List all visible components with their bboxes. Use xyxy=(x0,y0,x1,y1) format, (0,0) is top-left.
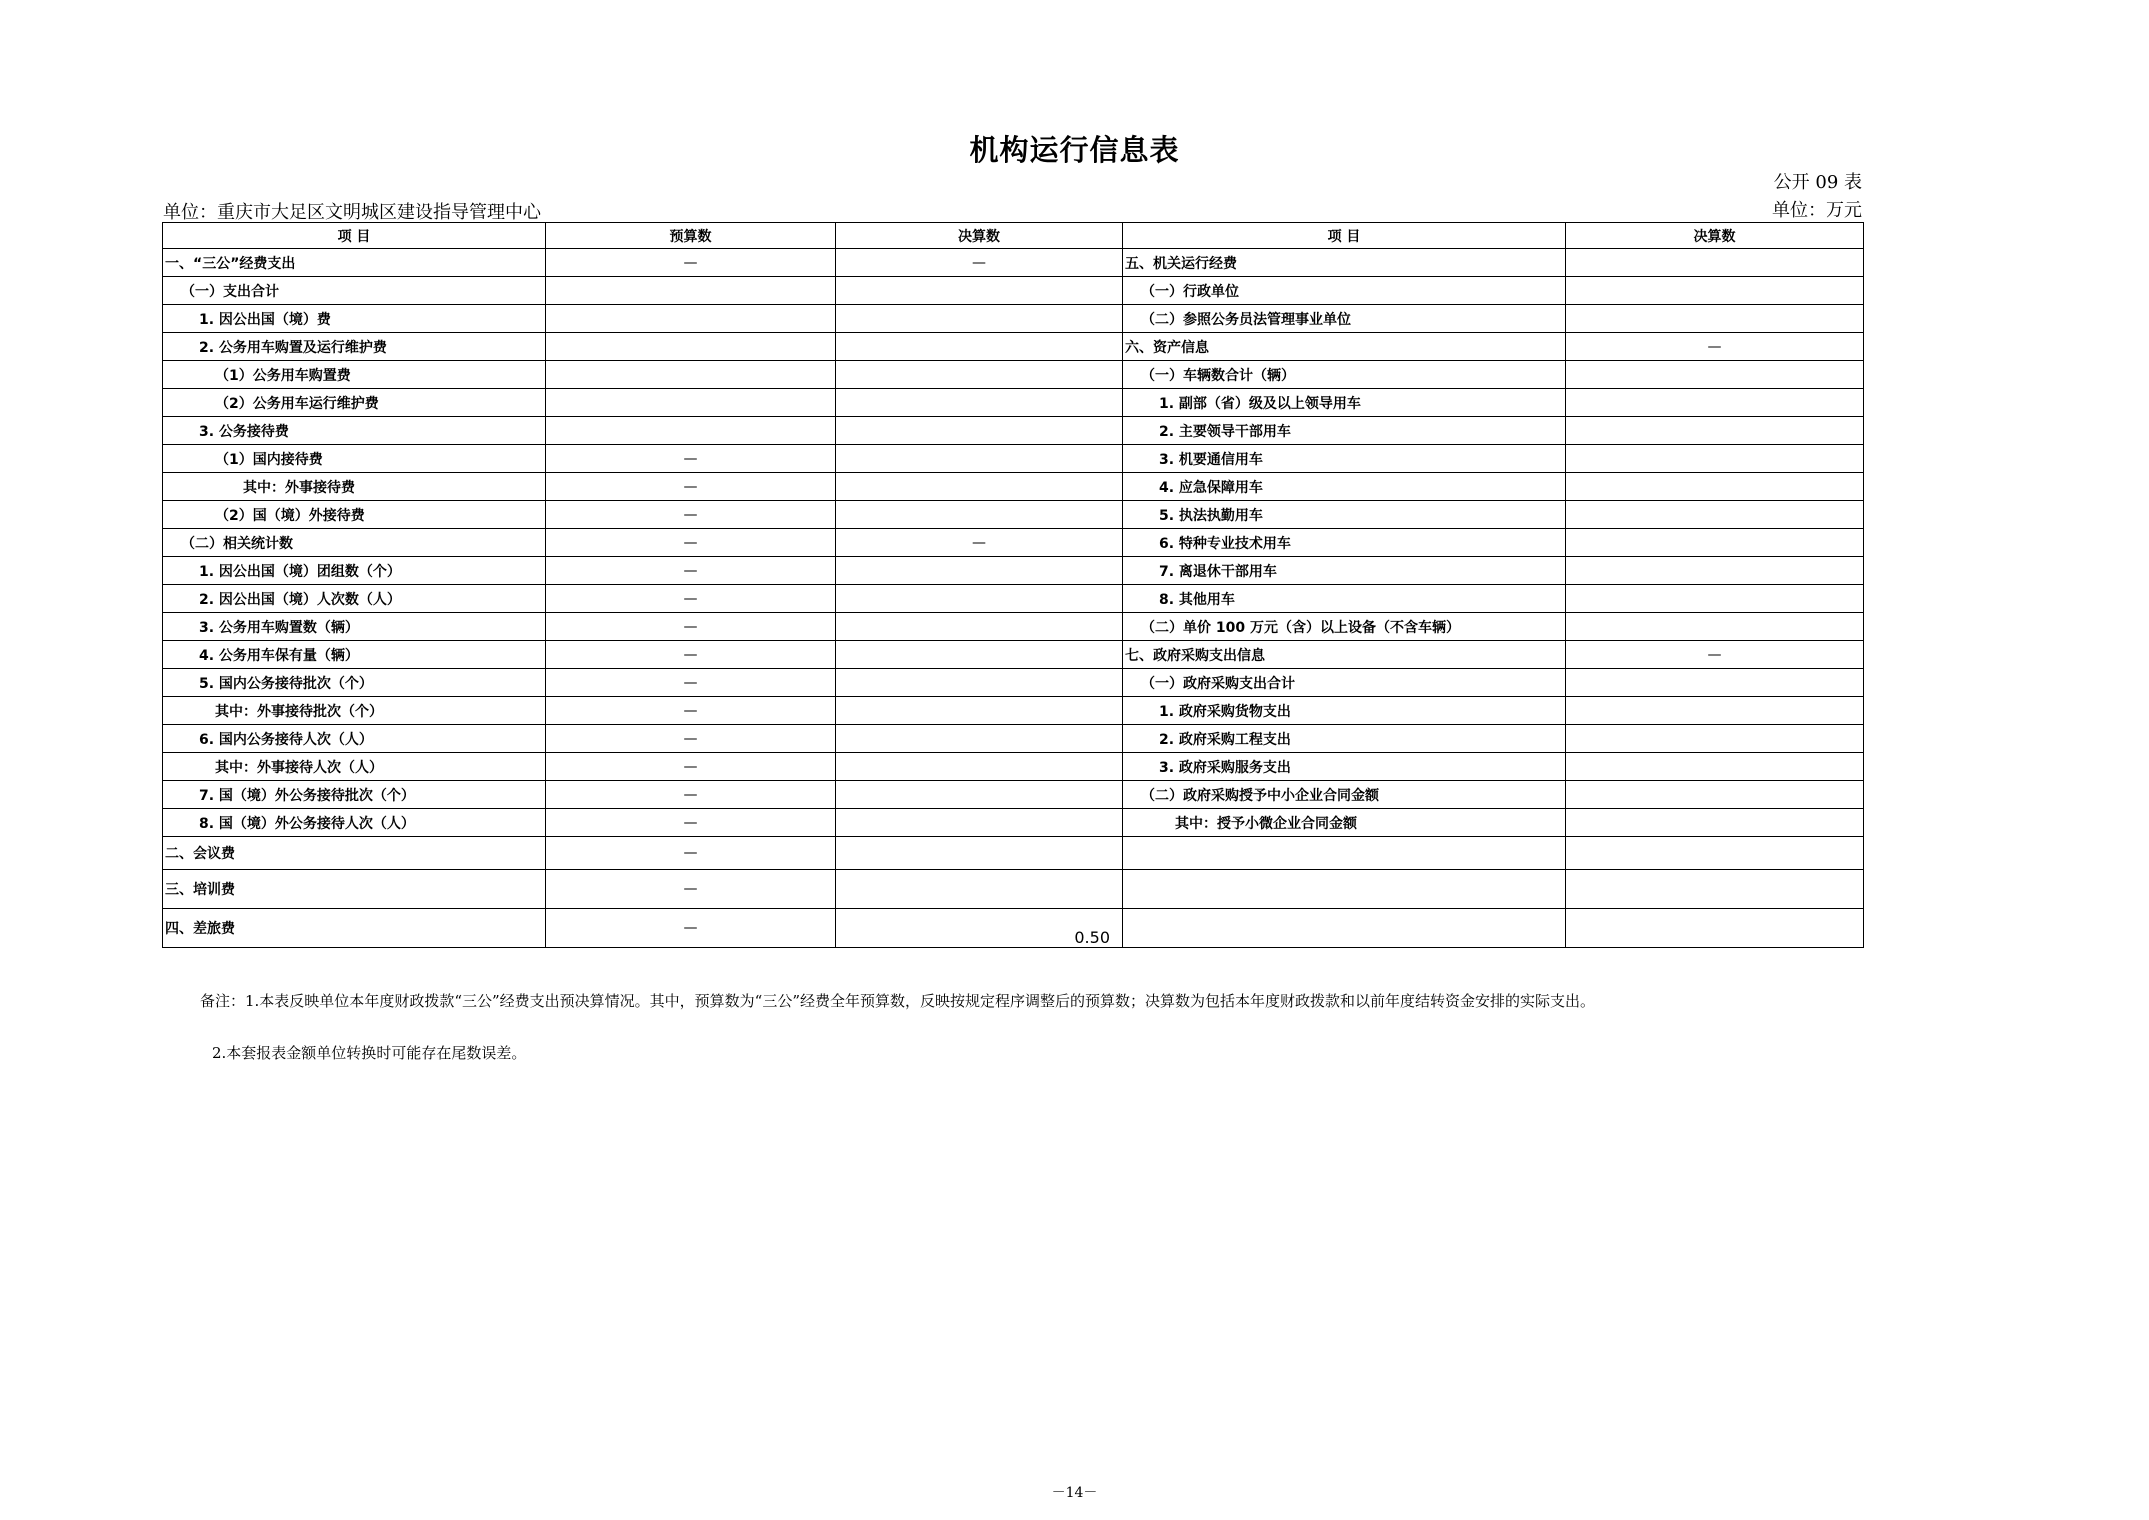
table-row xyxy=(163,753,1864,781)
left-item-cell: 二、会议费 xyxy=(163,837,546,870)
final-cell xyxy=(836,361,1123,389)
left-item-cell: 3. 公务用车购置数（辆） xyxy=(163,613,546,641)
left-item-cell: 1. 因公出国（境）团组数（个） xyxy=(163,557,546,585)
left-item-cell: 其中：外事接待批次（个） xyxy=(163,697,546,725)
final-cell xyxy=(836,613,1123,641)
final-cell: — xyxy=(836,249,1123,277)
left-item-cell: （2）公务用车运行维护费 xyxy=(163,389,546,417)
budget-cell: — xyxy=(546,697,836,725)
right-final-cell xyxy=(1566,501,1864,529)
final-cell xyxy=(836,641,1123,669)
left-item-cell: 6. 国内公务接待人次（人） xyxy=(163,725,546,753)
table-row xyxy=(163,249,1864,277)
budget-cell: — xyxy=(546,473,836,501)
budget-cell: — xyxy=(546,249,836,277)
right-item-cell: 2. 政府采购工程支出 xyxy=(1123,725,1566,753)
header-final: 决算数 xyxy=(836,223,1123,249)
right-final-cell xyxy=(1566,417,1864,445)
info-table xyxy=(162,222,1864,948)
right-item-cell: 7. 离退休干部用车 xyxy=(1123,557,1566,585)
table-row xyxy=(163,809,1864,837)
table-row xyxy=(163,529,1864,557)
right-final-cell xyxy=(1566,557,1864,585)
budget-cell: — xyxy=(546,613,836,641)
table-row xyxy=(163,417,1864,445)
table-row xyxy=(163,361,1864,389)
final-cell xyxy=(836,697,1123,725)
left-item-cell: （2）国（境）外接待费 xyxy=(163,501,546,529)
page-number: －14－ xyxy=(1051,1485,1098,1501)
left-item-cell: 3. 公务接待费 xyxy=(163,417,546,445)
right-final-cell: — xyxy=(1566,641,1864,669)
right-final-cell xyxy=(1566,613,1864,641)
final-cell xyxy=(836,305,1123,333)
final-cell xyxy=(836,473,1123,501)
table-row xyxy=(163,725,1864,753)
budget-cell: — xyxy=(546,641,836,669)
left-item-cell: 7. 国（境）外公务接待批次（个） xyxy=(163,781,546,809)
right-item-cell: 3. 机要通信用车 xyxy=(1123,445,1566,473)
left-item-cell: （1）公务用车购置费 xyxy=(163,361,546,389)
table-row xyxy=(163,585,1864,613)
table-row xyxy=(163,781,1864,809)
header-item-right: 项 目 xyxy=(1123,223,1566,249)
budget-cell xyxy=(546,333,836,361)
final-cell: 0.50 xyxy=(836,909,1123,948)
right-item-cell: （一）行政单位 xyxy=(1123,277,1566,305)
unit-name: 单位：重庆市大足区文明城区建设指导管理中心 xyxy=(163,202,541,223)
right-item-cell: 2. 主要领导干部用车 xyxy=(1123,417,1566,445)
table-row xyxy=(163,909,1864,948)
right-final-cell xyxy=(1566,305,1864,333)
left-item-cell: （二）相关统计数 xyxy=(163,529,546,557)
final-cell xyxy=(836,501,1123,529)
table-row xyxy=(163,557,1864,585)
left-item-cell: 2. 公务用车购置及运行维护费 xyxy=(163,333,546,361)
right-final-cell xyxy=(1566,809,1864,837)
table-row xyxy=(163,305,1864,333)
final-cell xyxy=(836,417,1123,445)
right-item-cell: （一）政府采购支出合计 xyxy=(1123,669,1566,697)
final-cell xyxy=(836,557,1123,585)
final-cell xyxy=(836,837,1123,870)
budget-cell xyxy=(546,305,836,333)
right-final-cell xyxy=(1566,781,1864,809)
header-budget: 预算数 xyxy=(546,223,836,249)
table-row xyxy=(163,333,1864,361)
budget-cell xyxy=(546,361,836,389)
right-final-cell xyxy=(1566,837,1864,870)
final-cell xyxy=(836,781,1123,809)
left-item-cell: 5. 国内公务接待批次（个） xyxy=(163,669,546,697)
final-cell xyxy=(836,585,1123,613)
final-cell xyxy=(836,669,1123,697)
right-final-cell xyxy=(1566,361,1864,389)
right-final-cell xyxy=(1566,870,1864,909)
right-item-cell xyxy=(1123,870,1566,909)
right-item-cell xyxy=(1123,909,1566,948)
header-final-right: 决算数 xyxy=(1566,223,1864,249)
right-item-cell: 七、政府采购支出信息 xyxy=(1123,641,1566,669)
right-item-cell: （二）单价 100 万元（含）以上设备（不含车辆） xyxy=(1123,613,1566,641)
right-item-cell: （一）车辆数合计（辆） xyxy=(1123,361,1566,389)
final-cell xyxy=(836,277,1123,305)
right-item-cell: （二）政府采购授予中小企业合同金额 xyxy=(1123,781,1566,809)
budget-cell xyxy=(546,277,836,305)
budget-cell: — xyxy=(546,725,836,753)
budget-cell: — xyxy=(546,557,836,585)
left-item-cell: 一、“三公”经费支出 xyxy=(163,249,546,277)
right-final-cell xyxy=(1566,697,1864,725)
budget-cell: — xyxy=(546,837,836,870)
budget-cell: — xyxy=(546,870,836,909)
budget-cell: — xyxy=(546,909,836,948)
final-cell xyxy=(836,725,1123,753)
page-title: 机构运行信息表 xyxy=(969,133,1180,167)
right-item-cell: 1. 副部（省）级及以上领导用车 xyxy=(1123,389,1566,417)
table-row xyxy=(163,501,1864,529)
budget-cell: — xyxy=(546,445,836,473)
budget-cell: — xyxy=(546,501,836,529)
note-1: 备注：1.本表反映单位本年度财政拨款“三公”经费支出预决算情况。其中，预算数为“三公”经费全年预算数，反映按规定程序调整后的预算数；决算数为包括本年度财政拨款和以前年度结转资金安排的实际支出。 xyxy=(200,992,1595,1010)
right-final-cell xyxy=(1566,389,1864,417)
final-cell xyxy=(836,333,1123,361)
table-header-row xyxy=(163,223,1864,249)
left-item-cell: 1. 因公出国（境）费 xyxy=(163,305,546,333)
budget-cell: — xyxy=(546,753,836,781)
budget-cell: — xyxy=(546,529,836,557)
left-item-cell: 三、培训费 xyxy=(163,870,546,909)
right-item-cell xyxy=(1123,837,1566,870)
right-final-cell xyxy=(1566,445,1864,473)
budget-cell: — xyxy=(546,809,836,837)
final-cell xyxy=(836,753,1123,781)
table-row xyxy=(163,697,1864,725)
right-final-cell xyxy=(1566,529,1864,557)
table-body xyxy=(163,249,1864,948)
table-row xyxy=(163,870,1864,909)
table-row xyxy=(163,669,1864,697)
table-row xyxy=(163,613,1864,641)
budget-cell: — xyxy=(546,585,836,613)
right-item-cell: 其中：授予小微企业合同金额 xyxy=(1123,809,1566,837)
left-item-cell: （一）支出合计 xyxy=(163,277,546,305)
form-number: 公开 09 表 xyxy=(1773,172,1862,193)
note-2: 2.本套报表金额单位转换时可能存在尾数误差。 xyxy=(212,1044,527,1062)
left-item-cell: 8. 国（境）外公务接待人次（人） xyxy=(163,809,546,837)
final-cell: — xyxy=(836,529,1123,557)
final-cell xyxy=(836,389,1123,417)
budget-cell xyxy=(546,389,836,417)
right-final-cell: — xyxy=(1566,333,1864,361)
right-item-cell: 五、机关运行经费 xyxy=(1123,249,1566,277)
right-item-cell: 8. 其他用车 xyxy=(1123,585,1566,613)
table-row xyxy=(163,473,1864,501)
final-cell xyxy=(836,445,1123,473)
right-final-cell xyxy=(1566,249,1864,277)
right-item-cell: 1. 政府采购货物支出 xyxy=(1123,697,1566,725)
right-final-cell xyxy=(1566,585,1864,613)
right-final-cell xyxy=(1566,669,1864,697)
right-item-cell: （二）参照公务员法管理事业单位 xyxy=(1123,305,1566,333)
table-row xyxy=(163,641,1864,669)
right-final-cell xyxy=(1566,473,1864,501)
right-final-cell xyxy=(1566,753,1864,781)
final-cell xyxy=(836,809,1123,837)
final-cell xyxy=(836,870,1123,909)
right-final-cell xyxy=(1566,725,1864,753)
left-item-cell: （1）国内接待费 xyxy=(163,445,546,473)
left-item-cell: 4. 公务用车保有量（辆） xyxy=(163,641,546,669)
right-item-cell: 5. 执法执勤用车 xyxy=(1123,501,1566,529)
table-row xyxy=(163,277,1864,305)
budget-cell: — xyxy=(546,669,836,697)
unit-measure: 单位：万元 xyxy=(1772,200,1862,221)
right-final-cell xyxy=(1566,277,1864,305)
budget-cell: — xyxy=(546,781,836,809)
left-item-cell: 其中：外事接待人次（人） xyxy=(163,753,546,781)
right-item-cell: 3. 政府采购服务支出 xyxy=(1123,753,1566,781)
right-item-cell: 6. 特种专业技术用车 xyxy=(1123,529,1566,557)
right-final-cell xyxy=(1566,909,1864,948)
budget-cell xyxy=(546,417,836,445)
right-item-cell: 六、资产信息 xyxy=(1123,333,1566,361)
left-item-cell: 其中：外事接待费 xyxy=(163,473,546,501)
table-row xyxy=(163,389,1864,417)
left-item-cell: 四、差旅费 xyxy=(163,909,546,948)
table-row xyxy=(163,445,1864,473)
left-item-cell: 2. 因公出国（境）人次数（人） xyxy=(163,585,546,613)
table-row xyxy=(163,837,1864,870)
right-item-cell: 4. 应急保障用车 xyxy=(1123,473,1566,501)
header-item: 项 目 xyxy=(163,223,546,249)
